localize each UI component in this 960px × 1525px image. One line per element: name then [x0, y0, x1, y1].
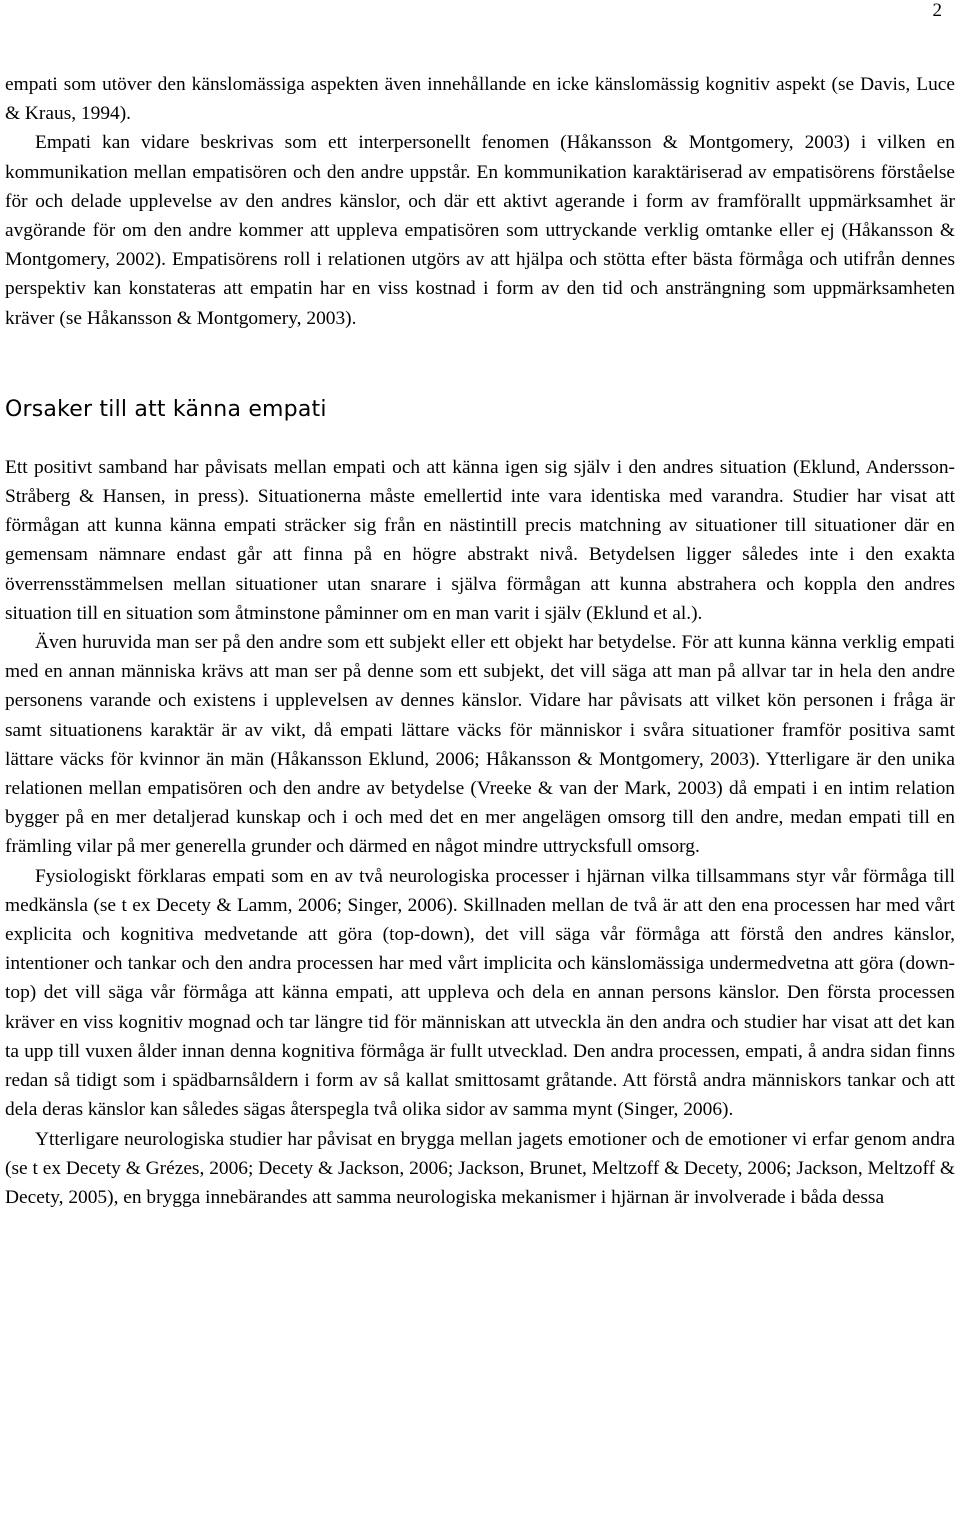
- paragraph-subject-object: Även huruvida man ser på den andre som ett subjekt eller ett objekt har betydelse. För att kunna känna verklig empati med en annan människa krävs att man ser på denne som ett subjekt, det vill säga att man på allvar tar in hela den andre personens varande och existens i upplevelsen av dennes känslor. Vidare har påvisats att vilket kön personen i fråga är samt situationens karaktär är av vikt, då empati lättare väcks för människor i svåra situationer framför positiva samt lättare väcks för kvinnor än män (Håkansson Eklund, 2006; Håkansson & Montgomery, 2003). Ytterligare är den unika relationen mellan empatisören och den andre av betydelse (Vreeke & van der Mark, 2003) då empati i en intim relation bygger på en mer detaljerad kunskap och i och med det en mer angelägen omsorg till den andre, medan empati till en främling vilar på mer generella grunder och därmed en något mindre uttrycksfull omsorg.: [5, 632, 955, 858]
- paragraph-empathy-communication: Empati kan vidare beskrivas som ett interpersonellt fenomen (Håkansson & Montgomery, 2003) i vilken en kommunikation mellan empatisören och den andre uppstår. En kommunikation karaktäriserad av empatisörens förståelse för och delade upplevelse av den andres känslor, och där ett aktivt agerande i form av framförallt uppmärksamhet är avgörande för om den andre kommer att uppleva empatisören som uttryckande verklig omtanke eller ej (Håkansson & Montgomery, 2002). Empatisörens roll i relationen utgörs av att hjälpa och stötta efter bästa förmåga och utifrån dennes perspektiv kan konstateras att empatin har en viss kostnad i form av den tid och ansträngning som uppmärksamheten kräver (se Håkansson & Montgomery, 2003).: [5, 132, 955, 329]
- paragraph-neurology: Ytterligare neurologiska studier har påvisat en brygga mellan jagets emotioner och de emotioner vi erfar genom andra (se t ex Decety & Grézes, 2006; Decety & Jackson, 2006; Jackson, Brunet, Meltzoff & Decety, 2006; Jackson, Meltzoff & Decety, 2005), en brygga innebärandes att samma neurologiska mekanismer i hjärnan är involverade i båda dessa: [5, 1128, 955, 1208]
- page-number: 2: [932, 0, 942, 21]
- paragraph-situation-recognition: Ett positivt samband har påvisats mellan empati och att känna igen sig själv i den andres situation (Eklund, Andersson-Stråberg & Hansen, in press). Situationerna måste emellertid inte vara identiska med varandra. Studier har visat att förmågan att kunna känna empati sträcker sig från en nästintill precis matchning av situationer till situationer där en gemensam nämnare endast går att finna på en högre abstrakt nivå. Betydelsen ligger således inte i den exakta överrensstämmelsen mellan situationer utan snarare i själva förmågan att kunna abstrahera och koppla den andres situation till en situation som åtminstone påminner om en man varit i själv (Eklund et al.).: [5, 456, 955, 624]
- paragraph-physiology: Fysiologiskt förklaras empati som en av två neurologiska processer i hjärnan vilka tillsammans styr vår förmåga till medkänsla (se t ex Decety & Lamm, 2006; Singer, 2006). Skillnaden mellan de två är att den ena processen har med vårt explicita och kognitiva medvetande att göra (top-down), det vill säga vår förmåga att förstå den andres känslor, intentioner och tankar och den andra processen har med vårt implicita och känslomässiga undermedvetna att göra (down-top) det vill säga vår förmåga att känna empati, att uppleva och dela en annan persons känslor. Den första processen kräver en viss kognitiv mognad och tar längre tid för människan att utveckla än den andra och studier har visat att det kan ta upp till vuxen ålder innan denna kognitiva förmåga är fullt utvecklad. Den andra processen, empati, å andra sidan finns redan så tidigt som i spädbarnsåldern i form av så kallat smittosamt gråtande. Att förstå andra människors tankar och att dela deras känslor kan således sägas återspegla två olika sidor av samma mynt (Singer, 2006).: [5, 865, 955, 1121]
- section-heading: Orsaker till att känna empati: [5, 396, 327, 422]
- paragraph-continuation: empati som utöver den känslomässiga aspekten även innehållande en icke känslomässig kognitiv aspekt (se Davis, Luce & Kraus, 1994).: [5, 74, 955, 125]
- document-body: [5, 70, 955, 1212]
